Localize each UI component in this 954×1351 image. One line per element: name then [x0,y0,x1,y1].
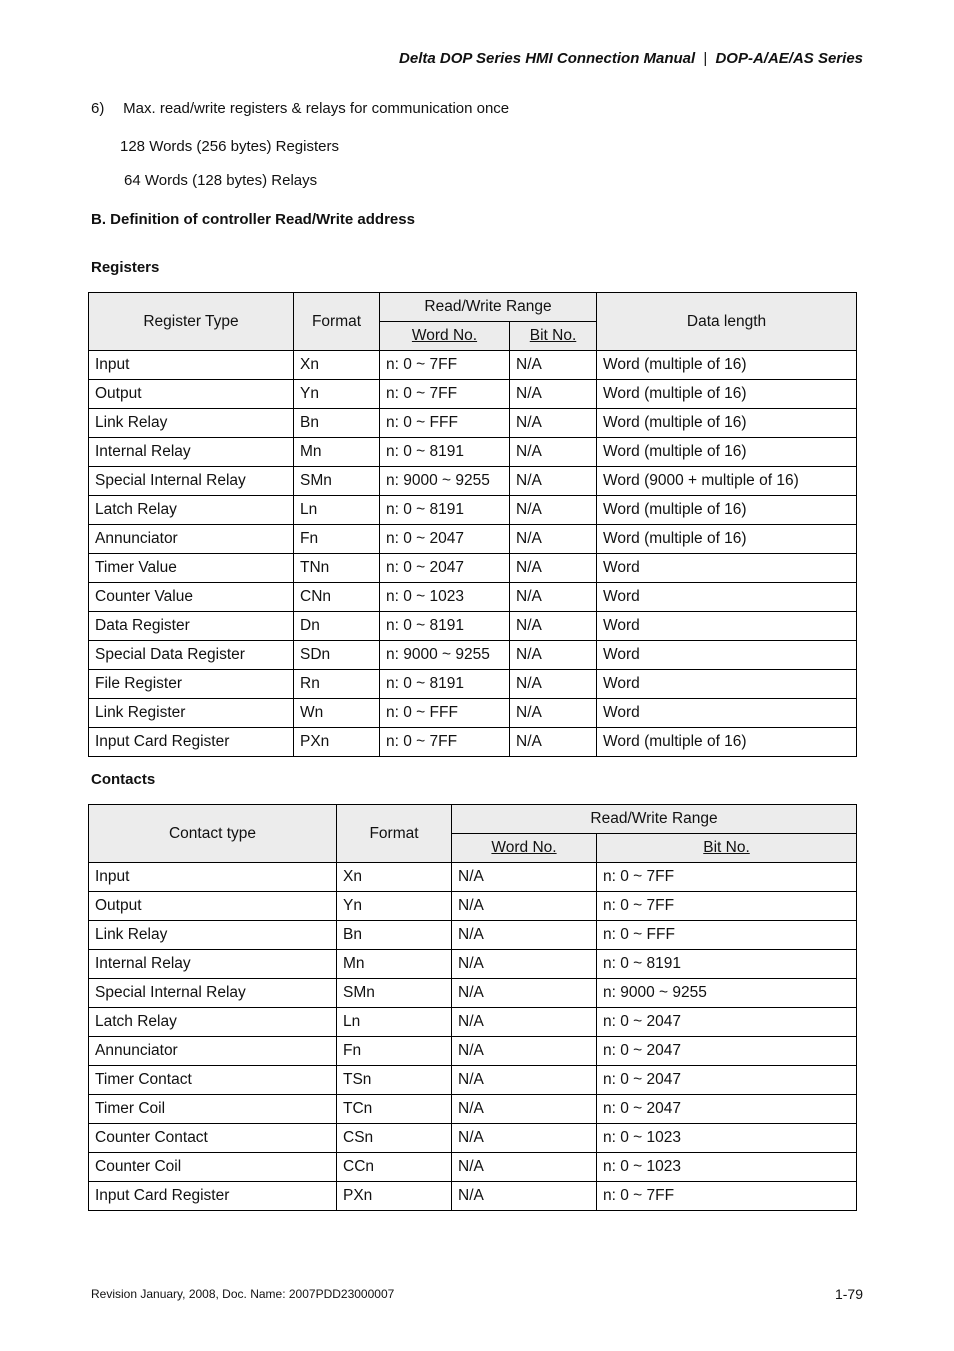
table-cell: Rn [294,670,380,699]
col-header-data-length: Data length [597,293,857,351]
table-cell: PXn [294,728,380,757]
table-cell: Word (multiple of 16) [597,496,857,525]
table-cell: n: 0 ~ 1023 [597,1153,857,1182]
table-cell: Yn [337,892,452,921]
table-row [89,351,857,380]
contacts-table [88,804,857,1211]
table-cell: CNn [294,583,380,612]
table-cell: N/A [510,467,597,496]
table-cell: File Register [89,670,294,699]
table-cell: Timer Coil [89,1095,337,1124]
col-header-format: Format [294,293,380,351]
table-cell: n: 0 ~ 1023 [597,1124,857,1153]
table-cell: N/A [510,612,597,641]
table-cell: Word [597,554,857,583]
table-cell: n: 0 ~ FFF [597,921,857,950]
table-row [89,641,857,670]
registers-heading: Registers [91,259,160,276]
table-row [89,892,857,921]
table-row [89,863,857,892]
table-cell: n: 0 ~ 7FF [380,351,510,380]
table-cell: n: 0 ~ 2047 [380,554,510,583]
registers-capacity: 128 Words (256 bytes) Registers [120,138,339,155]
contacts-body [89,863,857,1211]
table-row [89,612,857,641]
table-cell: Latch Relay [89,1008,337,1037]
table-row [89,921,857,950]
table-cell: N/A [510,496,597,525]
table-cell: N/A [510,641,597,670]
table-cell: n: 0 ~ 7FF [597,863,857,892]
table-cell: Mn [337,950,452,979]
table-cell: Yn [294,380,380,409]
table-cell: Annunciator [89,1037,337,1066]
series-name: DOP-A/AE/AS Series [715,50,863,67]
table-cell: Timer Contact [89,1066,337,1095]
table-cell: Ln [337,1008,452,1037]
table-cell: CCn [337,1153,452,1182]
header-separator: | [703,50,708,67]
table-cell: n: 0 ~ 1023 [380,583,510,612]
table-cell: N/A [452,921,597,950]
table-cell: n: 9000 ~ 9255 [380,641,510,670]
col-header-format: Format [337,805,452,863]
table-cell: TNn [294,554,380,583]
table-cell: Dn [294,612,380,641]
table-cell: SMn [294,467,380,496]
table-cell: N/A [452,1008,597,1037]
table-row [89,670,857,699]
col-header-word-no: Word No. [452,834,597,863]
table-cell: Xn [337,863,452,892]
table-cell: Wn [294,699,380,728]
table-cell: Output [89,380,294,409]
table-row [89,979,857,1008]
registers-body [89,351,857,757]
table-cell: n: 0 ~ 2047 [597,1037,857,1066]
table-cell: n: 0 ~ 8191 [380,612,510,641]
table-cell: N/A [452,979,597,1008]
table-cell: SDn [294,641,380,670]
table-cell: Output [89,892,337,921]
table-row [89,583,857,612]
page-number: 1-79 [834,1286,863,1302]
table-cell: Word [597,583,857,612]
table-cell: Input [89,351,294,380]
table-cell: N/A [510,699,597,728]
table-cell: Input Card Register [89,728,294,757]
table-row [89,380,857,409]
table-cell: Word [597,641,857,670]
table-cell: n: 9000 ~ 9255 [597,979,857,1008]
item-text: Max. read/write registers & relays for communication once [123,100,510,117]
col-header-bit-no: Bit No. [597,834,857,863]
table-cell: n: 0 ~ 8191 [380,496,510,525]
table-cell: CSn [337,1124,452,1153]
table-cell: n: 0 ~ 2047 [597,1095,857,1124]
table-cell: Word (multiple of 16) [597,351,857,380]
table-cell: N/A [452,950,597,979]
table-row [89,1037,857,1066]
table-cell: Latch Relay [89,496,294,525]
table-cell: Bn [337,921,452,950]
table-cell: n: 0 ~ 2047 [597,1066,857,1095]
col-header-contact-type: Contact type [89,805,337,863]
table-cell: n: 0 ~ 2047 [380,525,510,554]
table-cell: N/A [452,1124,597,1153]
table-cell: Link Relay [89,921,337,950]
table-cell: N/A [510,380,597,409]
table-cell: n: 0 ~ 8191 [597,950,857,979]
table-cell: N/A [510,351,597,380]
table-cell: n: 0 ~ FFF [380,409,510,438]
table-row [89,467,857,496]
table-cell: Word (multiple of 16) [597,728,857,757]
table-cell: N/A [452,863,597,892]
table-cell: n: 9000 ~ 9255 [380,467,510,496]
table-cell: n: 0 ~ 8191 [380,438,510,467]
table-row [89,1182,857,1211]
table-cell: Special Data Register [89,641,294,670]
table-cell: n: 0 ~ 7FF [380,728,510,757]
table-cell: n: 0 ~ 7FF [597,1182,857,1211]
table-cell: N/A [510,670,597,699]
table-cell: Link Relay [89,409,294,438]
table-cell: n: 0 ~ 8191 [380,670,510,699]
table-cell: Word (multiple of 16) [597,525,857,554]
table-cell: Internal Relay [89,438,294,467]
col-header-word-no: Word No. [380,322,510,351]
table-cell: Fn [294,525,380,554]
page-header [399,50,863,67]
table-row [89,1095,857,1124]
table-cell: N/A [452,1037,597,1066]
table-cell: Bn [294,409,380,438]
table-cell: Input [89,863,337,892]
table-cell: Annunciator [89,525,294,554]
table-cell: SMn [337,979,452,1008]
table-cell: Word (9000 + multiple of 16) [597,467,857,496]
table-cell: Special Internal Relay [89,979,337,1008]
table-cell: Counter Coil [89,1153,337,1182]
table-cell: Fn [337,1037,452,1066]
table-cell: Mn [294,438,380,467]
table-row [89,1008,857,1037]
table-cell: Word (multiple of 16) [597,438,857,467]
table-row [89,496,857,525]
table-row [89,554,857,583]
table-row [89,699,857,728]
table-cell: Timer Value [89,554,294,583]
table-cell: TCn [337,1095,452,1124]
table-cell: Counter Contact [89,1124,337,1153]
table-cell: N/A [452,1095,597,1124]
table-cell: Word [597,699,857,728]
table-cell: Data Register [89,612,294,641]
table-cell: Counter Value [89,583,294,612]
relays-capacity: 64 Words (128 bytes) Relays [124,172,318,189]
col-header-register-type: Register Type [89,293,294,351]
table-cell: Special Internal Relay [89,467,294,496]
section-heading: B. Definition of controller Read/Write address [91,211,415,228]
table-row [89,438,857,467]
table-cell: Word (multiple of 16) [597,409,857,438]
table-row [89,409,857,438]
table-cell: Ln [294,496,380,525]
table-cell: n: 0 ~ 7FF [597,892,857,921]
manual-title: Delta DOP Series HMI Connection Manual [399,50,696,67]
table-cell: Word (multiple of 16) [597,380,857,409]
table-cell: N/A [510,525,597,554]
col-header-bit-no: Bit No. [510,322,597,351]
table-cell: N/A [452,1066,597,1095]
col-header-range: Read/Write Range [380,293,597,322]
table-cell: Link Register [89,699,294,728]
table-cell: PXn [337,1182,452,1211]
item-number: 6) [91,100,105,117]
table-cell: n: 0 ~ 7FF [380,380,510,409]
table-cell: N/A [510,438,597,467]
table-row [89,1153,857,1182]
item-6 [91,100,509,117]
contacts-heading: Contacts [91,771,156,788]
table-cell: N/A [510,728,597,757]
table-cell: N/A [510,554,597,583]
table-cell: N/A [510,409,597,438]
table-row [89,728,857,757]
table-cell: n: 0 ~ 2047 [597,1008,857,1037]
table-cell: N/A [452,1182,597,1211]
table-cell: n: 0 ~ FFF [380,699,510,728]
table-row [89,950,857,979]
table-cell: Word [597,612,857,641]
table-cell: Input Card Register [89,1182,337,1211]
table-row [89,1124,857,1153]
table-cell: Internal Relay [89,950,337,979]
table-cell: TSn [337,1066,452,1095]
footer-revision: Revision January, 2008, Doc. Name: 2007PDD23000007 [91,1287,395,1301]
table-row [89,525,857,554]
table-cell: Word [597,670,857,699]
col-header-range: Read/Write Range [452,805,857,834]
table-row [89,1066,857,1095]
table-cell: N/A [452,1153,597,1182]
table-cell: Xn [294,351,380,380]
table-cell: N/A [510,583,597,612]
registers-table [88,292,857,757]
table-cell: N/A [452,892,597,921]
